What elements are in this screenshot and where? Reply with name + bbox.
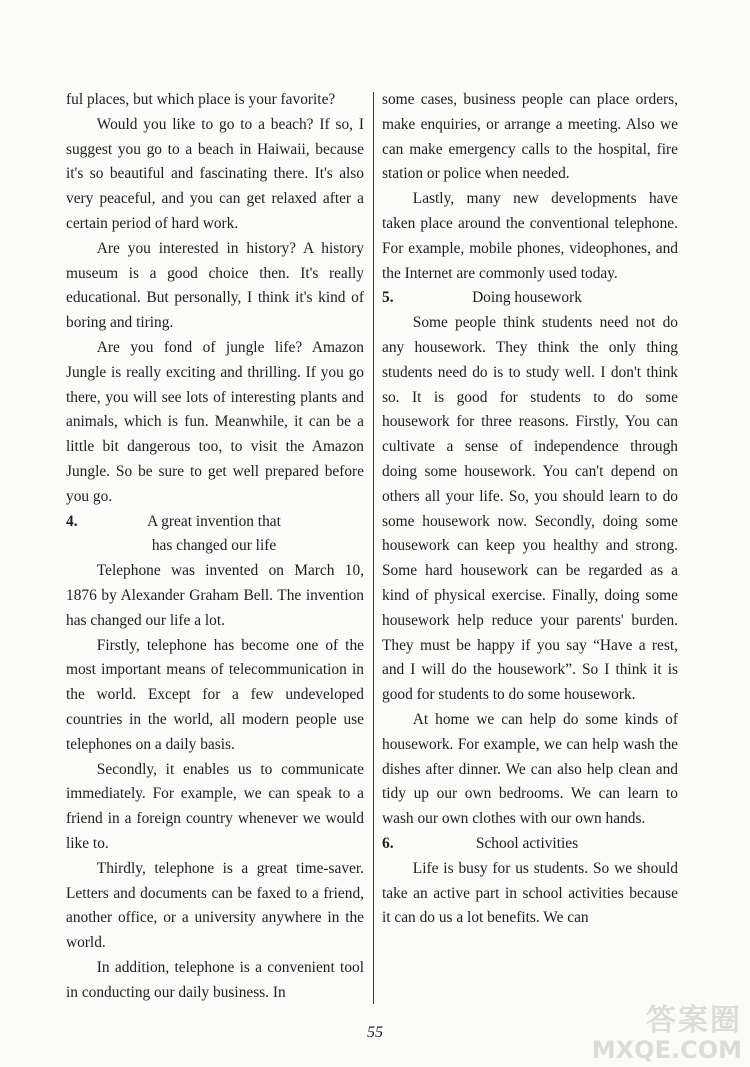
paragraph: Telephone was invented on March 10, 1876 by Alexander Graham Bell. The invention has changed our life a lot. (66, 562, 364, 629)
paragraph: some cases, business people can place orders, make enquiries, or arrange a meeting. Also we can make emergency calls to the hospital, fire station or police when needed. (382, 91, 678, 183)
paragraph: Thirdly, telephone is a great time-saver. Letters and documents can be faxed to a friend, another office, or a university anywhere in the world. (66, 859, 364, 952)
paragraph: At home we can help do some kinds of housework. For example, we can help wash the dishes after dinner. We can also help clean and tidy up our own bedrooms. We can learn to wash our own clothes with our own hands. (382, 710, 678, 828)
section-heading-6 (382, 832, 678, 857)
section-title (94, 510, 364, 560)
section-heading-5 (382, 286, 678, 311)
paragraph: Are you interested in history? A history museum is a good choice then. It's really educational. But personally, I think it's kind of boring and tiring. (66, 239, 364, 332)
column-divider (373, 92, 374, 1004)
watermark-url: MXQE.COM (591, 1036, 742, 1064)
section-heading-4 (66, 510, 364, 560)
section-title: School activities (475, 834, 579, 852)
page-number: 55 (367, 1024, 383, 1041)
section-title: Doing housework (472, 289, 582, 307)
paragraph: Lastly, many new developments have taken place around the conventional telephone. For example, mobile phones, videophones, and the Internet are commonly used today. (382, 190, 678, 282)
right-column (382, 88, 678, 931)
section-number: 4. (66, 512, 78, 530)
left-column (66, 88, 364, 1005)
paragraph: Are you fond of jungle life? Amazon Jungle is really exciting and thrilling. If you go there, you will see lots of interesting plants and animals, which is fun. Meanwhile, it can be a little bit dangerous too, to visit the Amazon Jungle. So be sure to get well prepared before you go. (66, 338, 364, 505)
section-title-line: has changed our life (151, 537, 277, 555)
paragraph: Life is busy for us students. So we should take an active part in school activities because it can do us a lot benefits. We can (382, 859, 678, 927)
paragraph: Firstly, telephone has become one of the most important means of telecommunication in the world. Except for a few undeveloped countries in the world, all modern people use telephones on a daily basis. (66, 636, 364, 753)
watermark-text: 答案圈 (646, 1003, 742, 1038)
paragraph: ful places, but which place is your favorite? (66, 91, 336, 108)
watermark-logo (591, 1003, 742, 1064)
section-number: 5. (382, 289, 394, 307)
paragraph: Some people think students need not do any housework. They think the only thing students need do is to study well. I don't think so. It is good for students to do some housework for three reasons. Firstly, You can cultivate a sense of independence through doing some housework. You can't depend on others all your life. So, you should learn to do some housework now. Secondly, doing some housework can keep you healthy and strong. Some hard housework can be regarded as a kind of physical exercise. Finally, doing some housework help reduce your parents' burden. They must be happy if you say “Have a rest, and I will do the housework”. So I think it is good for students to do some housework. (382, 314, 678, 704)
paragraph: Would you like to go to a beach? If so, I suggest you go to a beach in Haiwaii, because it's so beautiful and fascinating there. It's also very peaceful, and you can get relaxed after a certain period of hard work. (66, 115, 364, 232)
section-title-line: A great invention that (147, 512, 281, 530)
section-number: 6. (382, 834, 394, 852)
paragraph: Secondly, it enables us to communicate immediately. For example, we can speak to a friend in a foreign country whenever we would like to. (66, 760, 364, 852)
paragraph: In addition, telephone is a convenient tool in conducting our daily business. In (66, 958, 364, 1001)
